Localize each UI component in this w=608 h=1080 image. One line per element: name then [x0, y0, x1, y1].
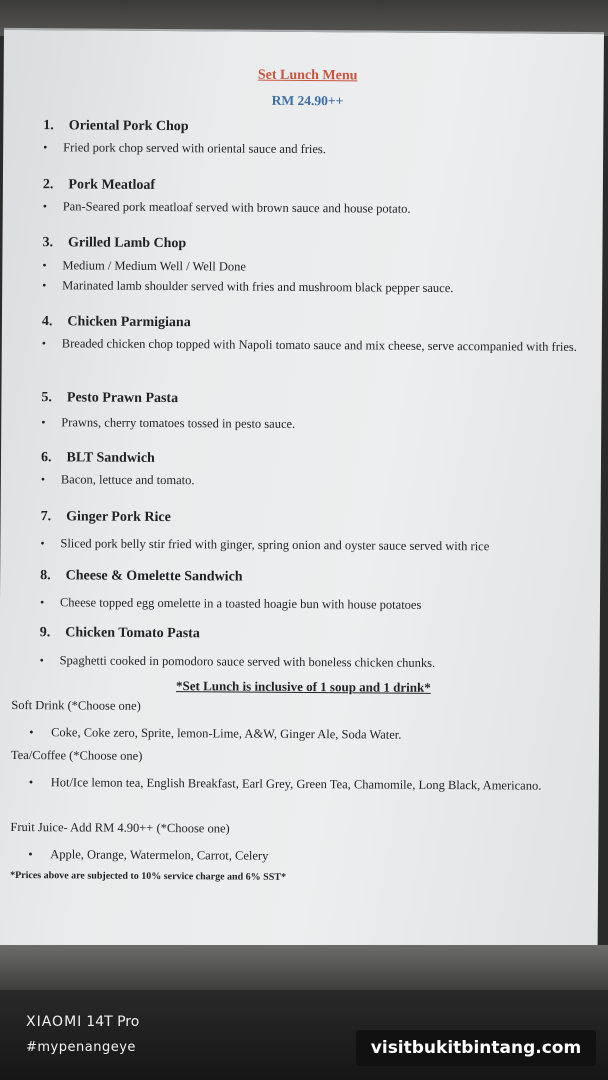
- item-name: Pesto Prawn Pasta: [66, 390, 179, 407]
- menu-item-title: [40, 568, 243, 585]
- bullet-icon: •: [28, 775, 34, 790]
- drink-options: • Coke, Coke zero, Sprite, lemon-Lime, A&W, Ginger Ale, Soda Water.: [29, 725, 402, 742]
- menu-item-title: [42, 314, 191, 331]
- item-number: 5.: [41, 390, 52, 406]
- item-description: • Spaghetti cooked in pomodoro sauce served with boneless chicken chunks.: [39, 653, 436, 670]
- item-name: Chicken Parmigiana: [67, 314, 191, 331]
- item-number: 1.: [43, 118, 54, 134]
- menu-price: RM 24.90++: [271, 92, 344, 109]
- bullet-icon: •: [43, 140, 48, 155]
- menu-item-title: [40, 625, 200, 642]
- item-name: Cheese & Omelette Sandwich: [65, 568, 243, 585]
- menu-item-title: [43, 177, 155, 194]
- drink-options: • Hot/Ice lemon tea, English Breakfast, Earl Grey, Green Tea, Chamomile, Long Black, Americano.: [28, 775, 542, 793]
- menu-sheet: [0, 28, 604, 952]
- item-description: • Cheese topped egg omelette in a toasted hoagie bun with house potatoes: [39, 595, 422, 612]
- item-number: 2.: [42, 177, 54, 193]
- menu-item-title: [41, 390, 178, 407]
- item-number: 9.: [39, 625, 51, 641]
- bullet-icon: •: [42, 199, 48, 214]
- item-name: Ginger Pork Rice: [66, 509, 171, 526]
- menu-item-title: [43, 118, 188, 135]
- camera-model: 14T Pro: [86, 1014, 140, 1030]
- bullet-icon: •: [41, 415, 46, 430]
- drink-section-label: Tea/Coffee (*Choose one): [10, 747, 143, 763]
- menu-item-title: [41, 509, 171, 526]
- item-description: • Fried pork chop served with oriental sauce and fries.: [43, 140, 326, 157]
- camera-watermark: [26, 1014, 139, 1030]
- item-name: BLT Sandwich: [66, 450, 155, 466]
- menu-item-title: [41, 450, 155, 467]
- item-description: • Prawns, cherry tomatoes tossed in pesto sauce.: [41, 415, 296, 431]
- bullet-icon: •: [40, 472, 46, 487]
- item-number: 4.: [41, 314, 53, 330]
- hashtag-watermark: #mypenangeye: [26, 1040, 136, 1055]
- bullet-icon: •: [42, 278, 47, 293]
- item-number: 7.: [40, 509, 52, 525]
- bullet-icon: •: [40, 536, 45, 551]
- menu-item-title: [42, 235, 186, 252]
- item-description: • Pan-Seared pork meatloaf served with brown sauce and house potato.: [42, 199, 411, 216]
- camera-brand: XIAOMI: [26, 1014, 83, 1030]
- bullet-icon: •: [28, 847, 33, 862]
- item-name: Pork Meatloaf: [68, 177, 156, 193]
- item-description: • Breaded chicken chop topped with Napoli tomato sauce and mix cheese, serve accompanied with fries.: [41, 336, 577, 354]
- site-watermark: visitbukitbintang.com: [356, 1030, 596, 1066]
- item-description: • Marinated lamb shoulder served with fries and mushroom black pepper sauce.: [42, 278, 454, 296]
- item-number: 8.: [40, 568, 51, 584]
- bullet-icon: •: [39, 595, 45, 610]
- bullet-icon: •: [29, 725, 34, 740]
- item-name: Chicken Tomato Pasta: [65, 625, 200, 642]
- item-number: 6.: [40, 450, 52, 466]
- drink-options: • Apple, Orange, Watermelon, Carrot, Celery: [28, 847, 269, 863]
- bullet-icon: •: [39, 653, 44, 668]
- drink-section-label: Fruit Juice- Add RM 4.90++ (*Choose one): [10, 819, 230, 836]
- item-number: 3.: [42, 235, 54, 251]
- menu-title: Set Lunch Menu: [257, 67, 358, 84]
- menu-holder-edge: [0, 945, 608, 995]
- inclusive-note: *Set Lunch is inclusive of 1 soup and 1 drink*: [176, 678, 431, 695]
- drink-section-label: Soft Drink (*Choose one): [11, 697, 141, 713]
- item-description: • Medium / Medium Well / Well Done: [42, 258, 247, 274]
- item-name: Grilled Lamb Chop: [67, 235, 187, 252]
- service-charge-footnote: *Prices above are subjected to 10% service charge and 6% SST*: [10, 869, 287, 883]
- item-description: • Bacon, lettuce and tomato.: [40, 472, 195, 488]
- item-description: • Sliced pork belly stir fried with ginger, spring onion and oyster sauce served with rice: [40, 536, 490, 554]
- item-name: Oriental Pork Chop: [68, 118, 189, 135]
- bullet-icon: •: [41, 336, 47, 351]
- bullet-icon: •: [42, 258, 47, 273]
